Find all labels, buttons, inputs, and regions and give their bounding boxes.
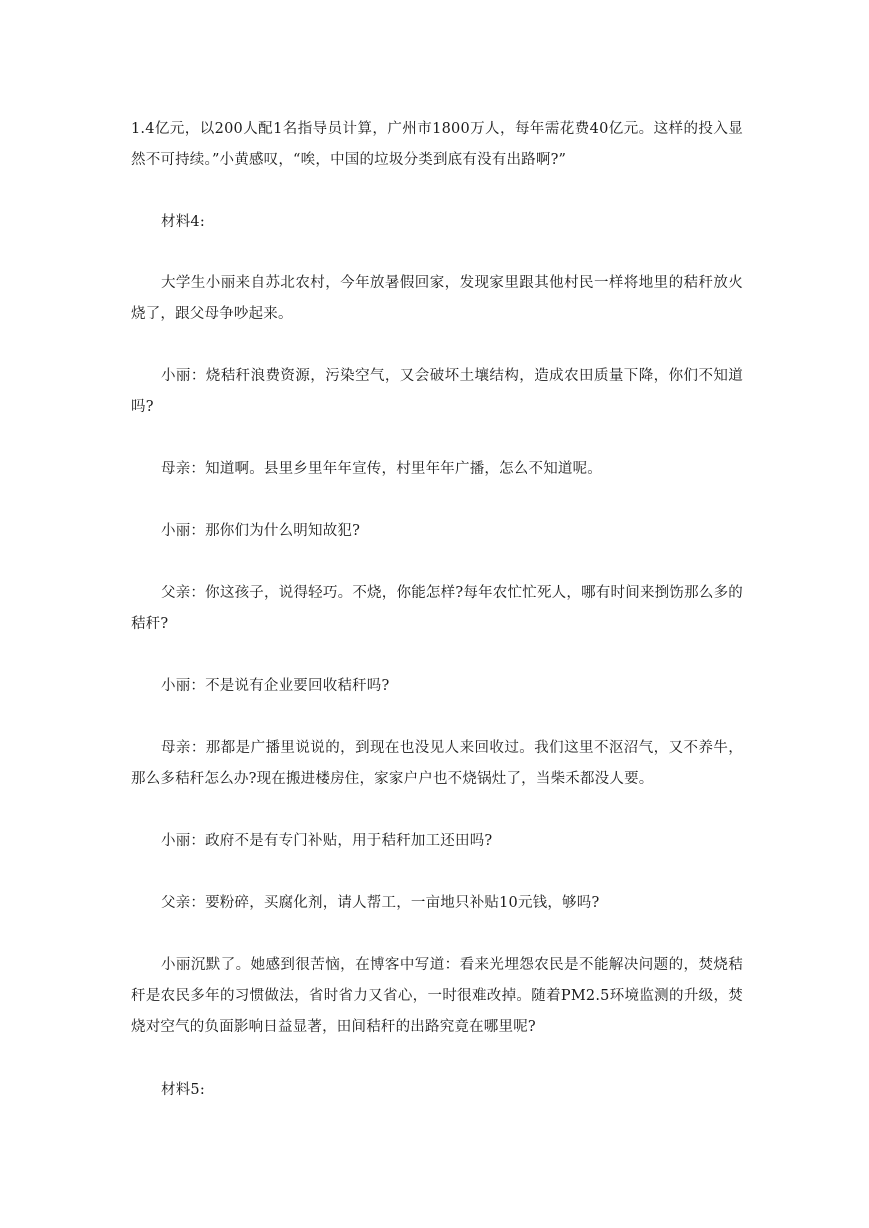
dialogue-father-1: 父亲：你这孩子，说得轻巧。不烧，你能怎样?每年农忙忙死人，哪有时间来捯饬那么多的秸秆?	[131, 585, 743, 632]
dialogue-xiaoli-1: 小丽：烧秸秆浪费资源，污染空气，又会破坏土壤结构，造成农田质量下降，你们不知道吗?	[131, 368, 743, 415]
dialogue-xiaoli-3: 小丽：不是说有企业要回收秸秆吗?	[161, 678, 390, 694]
paragraph-xiaoli-intro: 大学生小丽来自苏北农村，今年放暑假回家，发现家里跟其他村民一样将地里的秸秆放火烧了，跟父母争吵起来。	[131, 275, 743, 322]
dialogue-xiaoli-4: 小丽：政府不是有专门补贴，用于秸秆加工还田吗?	[161, 833, 493, 849]
paragraph-xiaoli-blog: 小丽沉默了。她感到很苦恼，在博客中写道：看来光埋怨农民是不能解决问题的，焚烧秸秆是农民多年的习惯做法，省时省力又省心，一时很难改掉。随着PM2.5环境监测的升级，焚烧对空气的负面影响日益显著，田间秸秆的出路究竟在哪里呢?	[131, 957, 743, 1035]
dialogue-father-2: 父亲：要粉碎，买腐化剂，请人帮工，一亩地只补贴10元钱，够吗?	[161, 895, 600, 911]
heading-material-5: 材料5:	[161, 1082, 205, 1098]
dialogue-mother-2: 母亲：那都是广播里说说的，到现在也没见人来回收过。我们这里不沤沼气，又不养牛，那么多秸秆怎么办?现在搬进楼房住，家家户户也不烧锅灶了，当柴禾都没人要。	[131, 740, 743, 787]
dialogue-mother-1: 母亲：知道啊。县里乡里年年宣传，村里年年广播，怎么不知道呢。	[161, 461, 602, 477]
paragraph-cost-continuation: 1.4亿元，以200人配1名指导员计算，广州市1800万人，每年需花费40亿元。这样的投入显然不可持续。”小黄感叹，“唉，中国的垃圾分类到底有没有出路啊?”	[131, 121, 743, 168]
dialogue-xiaoli-2: 小丽：那你们为什么明知故犯?	[161, 523, 361, 539]
heading-material-4: 材料4:	[161, 214, 205, 230]
